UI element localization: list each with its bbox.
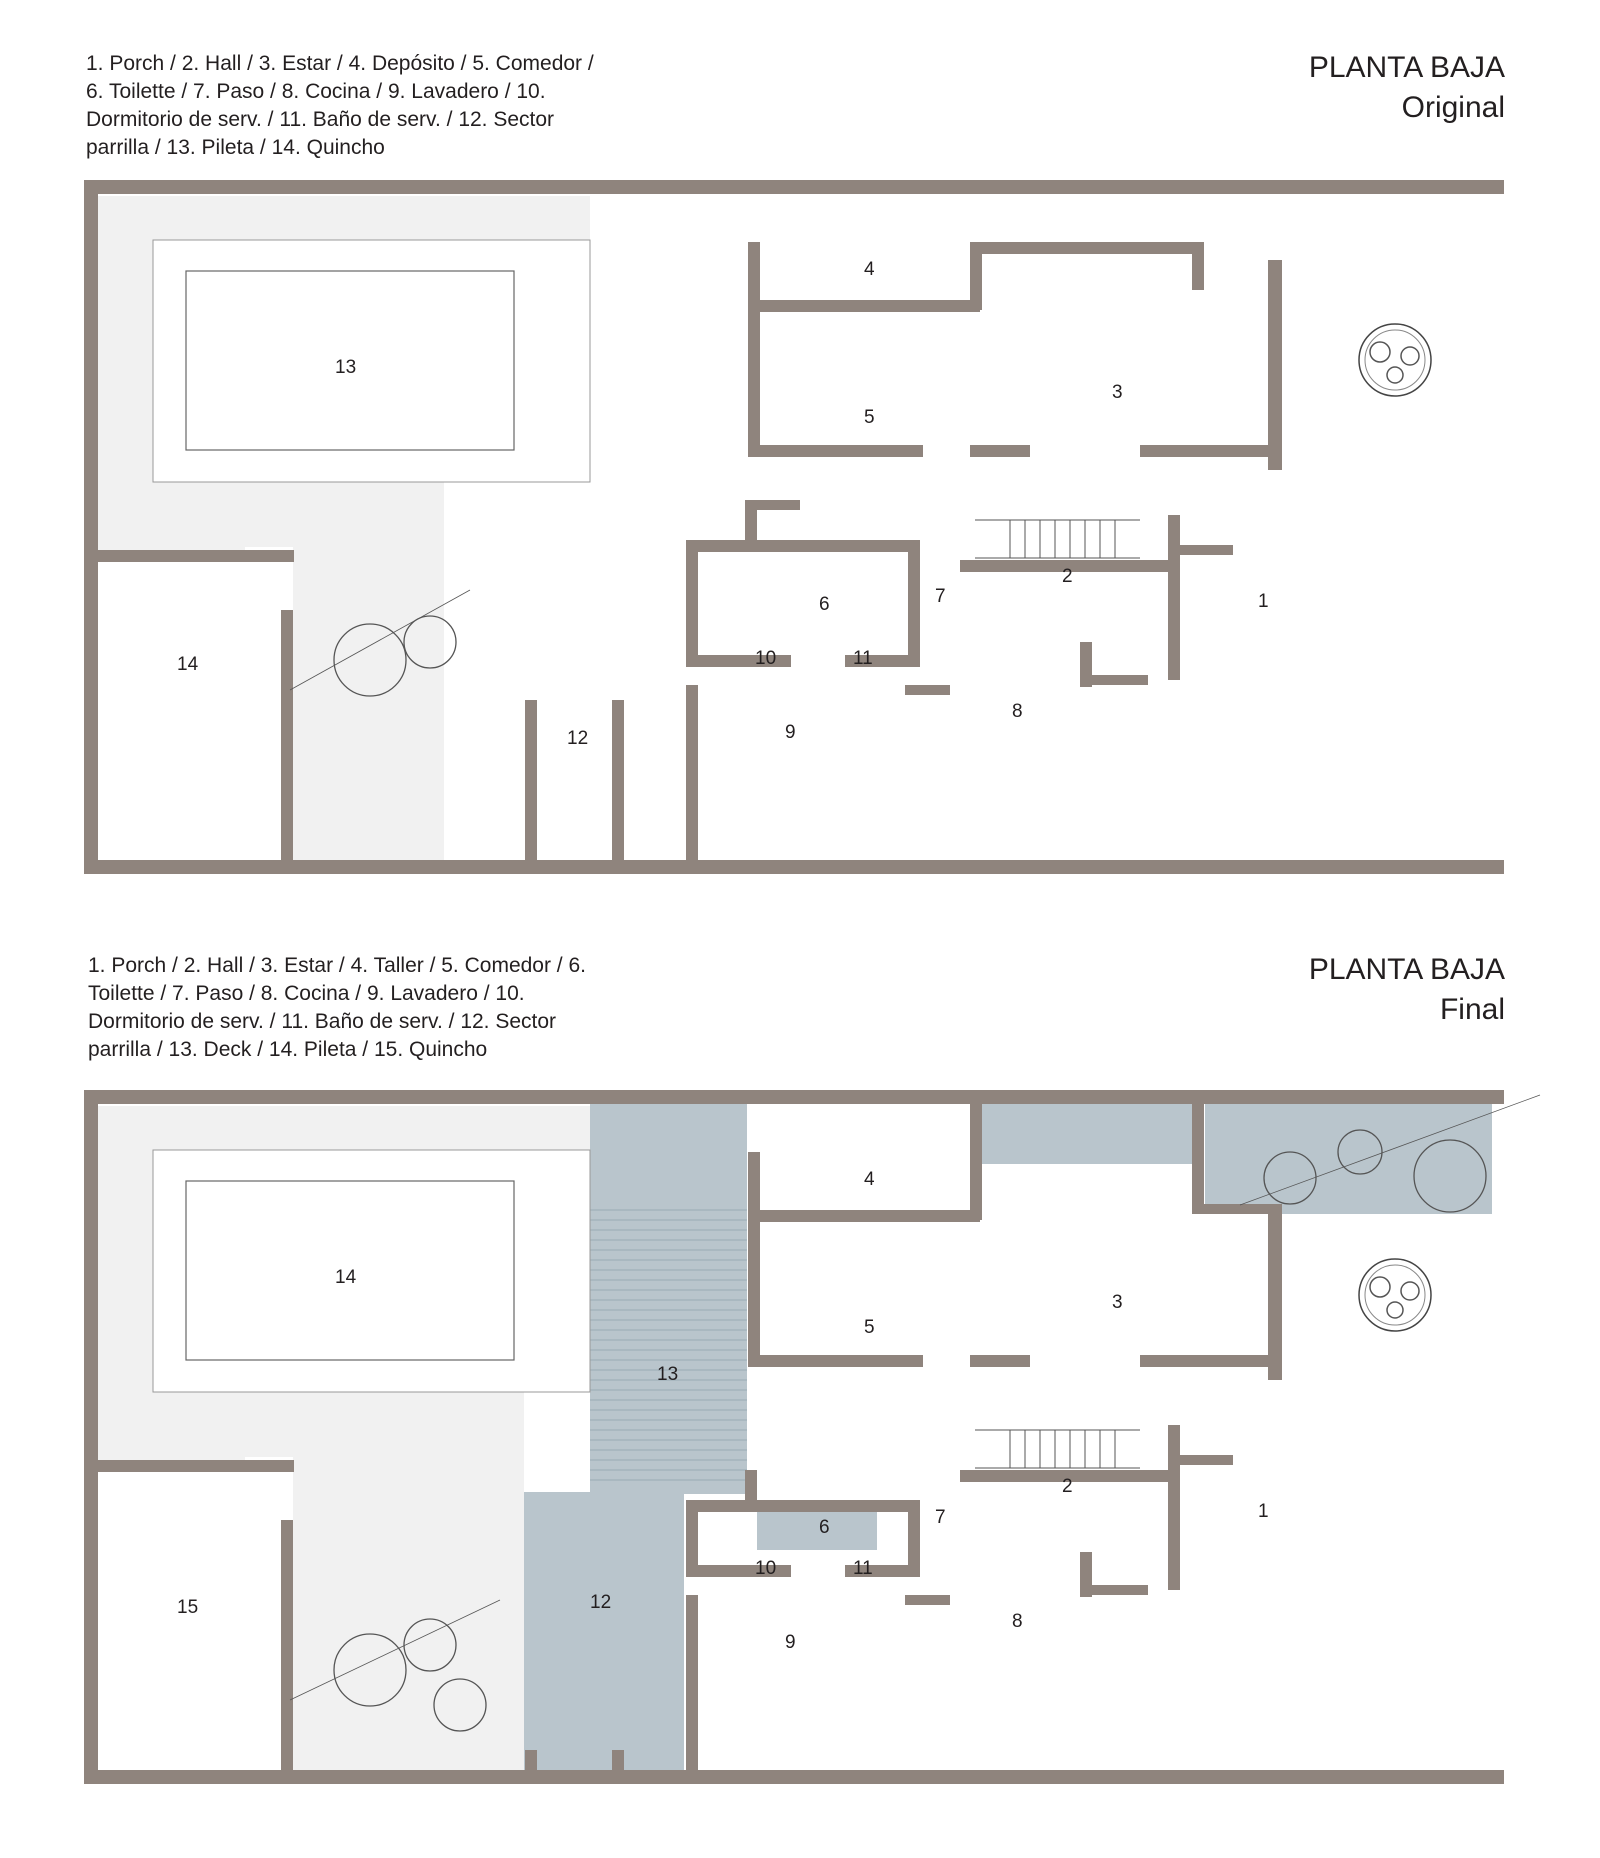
- legend-original: 1. Porch / 2. Hall / 3. Estar / 4. Depósito / 5. Comedor / 6. Toilette / 7. Paso / 8. Cocina / 9. Lavadero / 10. Dormitorio de serv. / 11. Baño de serv. / 12. Sector parrilla / 13. Pileta / 14. Quincho: [86, 52, 594, 159]
- room-label-original: 10: [755, 648, 777, 669]
- room-label-original: 4: [864, 259, 875, 280]
- floor-plan-original: [0, 170, 1600, 890]
- title-final-sub: Final: [1439, 993, 1505, 1026]
- room-label-original: 8: [1012, 701, 1023, 722]
- title-final: [1100, 950, 1505, 1030]
- room-label-original: 7: [935, 586, 946, 607]
- pool: [153, 1150, 590, 1392]
- room-label-original: 3: [1112, 382, 1123, 403]
- room-label-final: 3: [1112, 1292, 1123, 1313]
- room-label-final: 4: [864, 1169, 875, 1190]
- title-original: [1100, 48, 1505, 128]
- title-original-sub: Original: [1401, 91, 1505, 124]
- title-original-main: PLANTA BAJA: [1308, 51, 1505, 84]
- room-label-final: 14: [335, 1267, 357, 1288]
- room-label-final: 8: [1012, 1611, 1023, 1632]
- garden-planter: [1359, 1259, 1431, 1331]
- room-label-final: 2: [1062, 1476, 1073, 1497]
- room-label-final: 5: [864, 1317, 875, 1338]
- garden-planter: [1359, 324, 1431, 396]
- interior-walls: [525, 242, 1282, 860]
- room-label-original: 14: [177, 654, 199, 675]
- title-final-main: PLANTA BAJA: [1308, 953, 1505, 986]
- stairs: [975, 1430, 1140, 1468]
- room-label-final: 6: [819, 1517, 830, 1538]
- room-label-final: 15: [177, 1597, 199, 1618]
- room-label-original: 1: [1258, 591, 1269, 612]
- room-label-final: 11: [853, 1558, 873, 1579]
- room-label-original: 5: [864, 407, 875, 428]
- room-label-original: 12: [567, 728, 589, 749]
- room-label-final: 10: [755, 1558, 777, 1579]
- room-label-original: 11: [853, 648, 873, 669]
- room-label-final: 13: [657, 1364, 679, 1385]
- room-label-final: 12: [590, 1592, 612, 1613]
- room-label-final: 7: [935, 1507, 946, 1528]
- pool: [153, 240, 590, 482]
- room-label-original: 6: [819, 594, 830, 615]
- legend-final: 1. Porch / 2. Hall / 3. Estar / 4. Taller / 5. Comedor / 6. Toilette / 7. Paso / 8. Cocina / 9. Lavadero / 10. Dormitorio de serv. / 11. Baño de serv. / 12. Sector parrilla / 13. Deck / 14. Pileta / 15. Quincho: [88, 954, 586, 1061]
- room-label-original: 2: [1062, 566, 1073, 587]
- room-label-original: 13: [335, 357, 357, 378]
- room-label-original: 9: [785, 722, 796, 743]
- floor-plan-final: [0, 1080, 1600, 1800]
- highlight-changes: [524, 1104, 1492, 1770]
- room-label-final: 1: [1258, 1501, 1269, 1522]
- room-label-final: 9: [785, 1632, 796, 1653]
- stairs: [975, 520, 1140, 558]
